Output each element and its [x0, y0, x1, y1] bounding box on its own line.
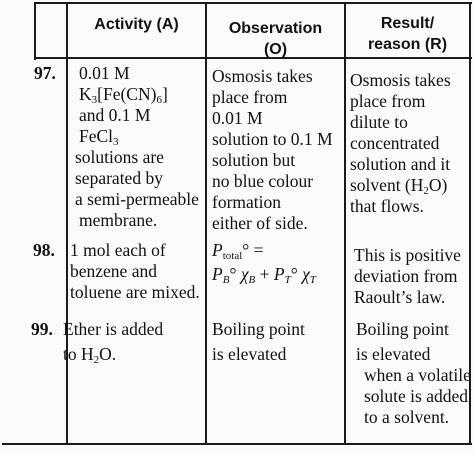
column-divider-result — [344, 2, 346, 443]
row-98-result — [354, 245, 461, 308]
row-99-activity-line2 — [63, 344, 163, 365]
header-observation-line1: Observation — [228, 20, 323, 37]
formula-part: O) — [428, 175, 448, 195]
row-97-observation-line4: solution to 0.1 M — [212, 129, 333, 149]
header-observation-line2: (O) — [263, 41, 288, 58]
row-99-result-line1: Boiling point — [356, 319, 449, 339]
row-97-observation — [212, 66, 333, 234]
column-divider-number — [66, 2, 68, 443]
formula-symbol: χ — [302, 264, 310, 284]
row-97-observation-line1: Osmosis takes — [212, 66, 313, 86]
formula-subscript: total — [222, 250, 243, 262]
row-98-observation — [212, 240, 316, 285]
formula-subscript: T — [309, 274, 316, 286]
row-98-result-line2: deviation from — [354, 266, 458, 286]
row-98-number: 98. — [33, 240, 55, 260]
row-98-result-line3: Raoult’s law. — [354, 287, 446, 307]
row-97-observation-line2: place from — [212, 87, 288, 107]
row-98-activity-line1: 1 mol each of — [70, 240, 166, 260]
formula-degree: ° — [290, 264, 298, 284]
header-result-line1: Result/ — [380, 15, 435, 32]
row-97-observation-line7: formation — [212, 192, 282, 212]
row-97-activity — [79, 63, 168, 147]
row-99-observation-line2: is elevated — [212, 344, 287, 364]
row-98-activity-line3: toluene are mixed. — [70, 282, 200, 302]
formula-subscript: 3 — [113, 136, 119, 148]
row-97-observation-line8: either of side. — [212, 213, 308, 233]
formula-part: [Fe(CN) — [97, 84, 157, 104]
formula-subscript: B — [248, 274, 256, 286]
formula-part: K — [79, 84, 92, 104]
row-98-result-line1: This is positive — [354, 245, 461, 265]
row-97-activity-line7: a semi-permeable — [75, 189, 199, 209]
row-99-result — [356, 319, 471, 428]
row-97-activity-line6: separated by — [75, 168, 163, 188]
formula-part: ] — [161, 84, 168, 104]
formula-part: FeCl — [79, 126, 114, 146]
row-97-activity-line2 — [79, 84, 168, 105]
row-97-result-line7: that flows. — [350, 196, 424, 216]
row-97-activity-line1: 0.01 M — [79, 63, 130, 83]
header-observation — [207, 18, 344, 60]
formula-subscript: 2 — [423, 185, 429, 197]
formula-degree: ° — [229, 264, 237, 284]
row-99-observation — [212, 319, 305, 365]
formula-subscript: B — [222, 274, 230, 286]
formula-subscript: T — [284, 274, 291, 286]
row-97-result-line6 — [350, 175, 451, 196]
row-99-result-line2: is elevated — [356, 344, 431, 364]
row-98-activity — [70, 240, 200, 303]
row-97-result-line5: solution and it — [350, 154, 451, 174]
formula-part: to H — [63, 344, 94, 364]
row-99-result-line4: solute is added — [364, 386, 469, 406]
row-97-result-line4: concentrated — [350, 133, 440, 153]
formula-subscript: 2 — [93, 354, 100, 366]
row-98-formula-line2 — [212, 264, 316, 285]
row-99-activity — [63, 319, 163, 365]
row-97-activity-cont — [75, 147, 199, 231]
formula-part: O. — [99, 344, 117, 364]
row-99-activity-line1: Ether is added — [63, 319, 164, 339]
row-98-activity-line2: benzene and — [70, 261, 157, 281]
formula-plus: + — [255, 264, 274, 284]
formula-degree: ° — [242, 240, 250, 260]
row-97-observation-line3: 0.01 M — [212, 108, 263, 128]
formula-symbol: P — [212, 264, 223, 284]
row-98-formula-line1 — [212, 240, 316, 261]
formula-part: solvent (H — [350, 175, 424, 195]
row-97-result — [350, 70, 451, 217]
formula-equals: = — [249, 240, 264, 260]
formula-symbol: P — [273, 264, 285, 284]
formula-symbol: P — [212, 240, 223, 260]
formula-subscript: 3 — [91, 94, 98, 106]
header-activity — [68, 14, 205, 35]
row-97-activity-line5: solutions are — [75, 147, 164, 167]
row-99-observation-line1: Boiling point — [212, 319, 305, 339]
row-97-activity-line8: membrane. — [79, 210, 158, 230]
row-99-result-line5: to a solvent. — [364, 407, 450, 427]
row-97-result-line2: place from — [350, 91, 426, 111]
formula-symbol: χ — [240, 264, 249, 284]
row-99-result-line3: when a volatile — [364, 365, 471, 385]
row-97-activity-line3: and 0.1 M — [79, 105, 151, 125]
row-97-result-line3: dilute to — [350, 112, 408, 132]
row-97-result-line1: Osmosis takes — [350, 70, 451, 90]
column-divider-observation — [205, 2, 207, 443]
table-left-border — [34, 2, 36, 60]
row-97-observation-line6: no blue colour — [212, 171, 314, 191]
header-result-line2: reason (R) — [367, 36, 448, 53]
row-97-observation-line5: solution but — [212, 150, 296, 170]
row-97-activity-line4 — [79, 126, 168, 147]
row-99-number: 99. — [31, 319, 53, 339]
row-97-number: 97. — [34, 63, 56, 83]
table-top-border — [34, 2, 472, 4]
header-activity-label: Activity (A) — [94, 16, 179, 33]
header-result — [346, 13, 469, 55]
table-bottom-border — [2, 443, 472, 445]
formula-subscript: 6 — [156, 94, 162, 106]
